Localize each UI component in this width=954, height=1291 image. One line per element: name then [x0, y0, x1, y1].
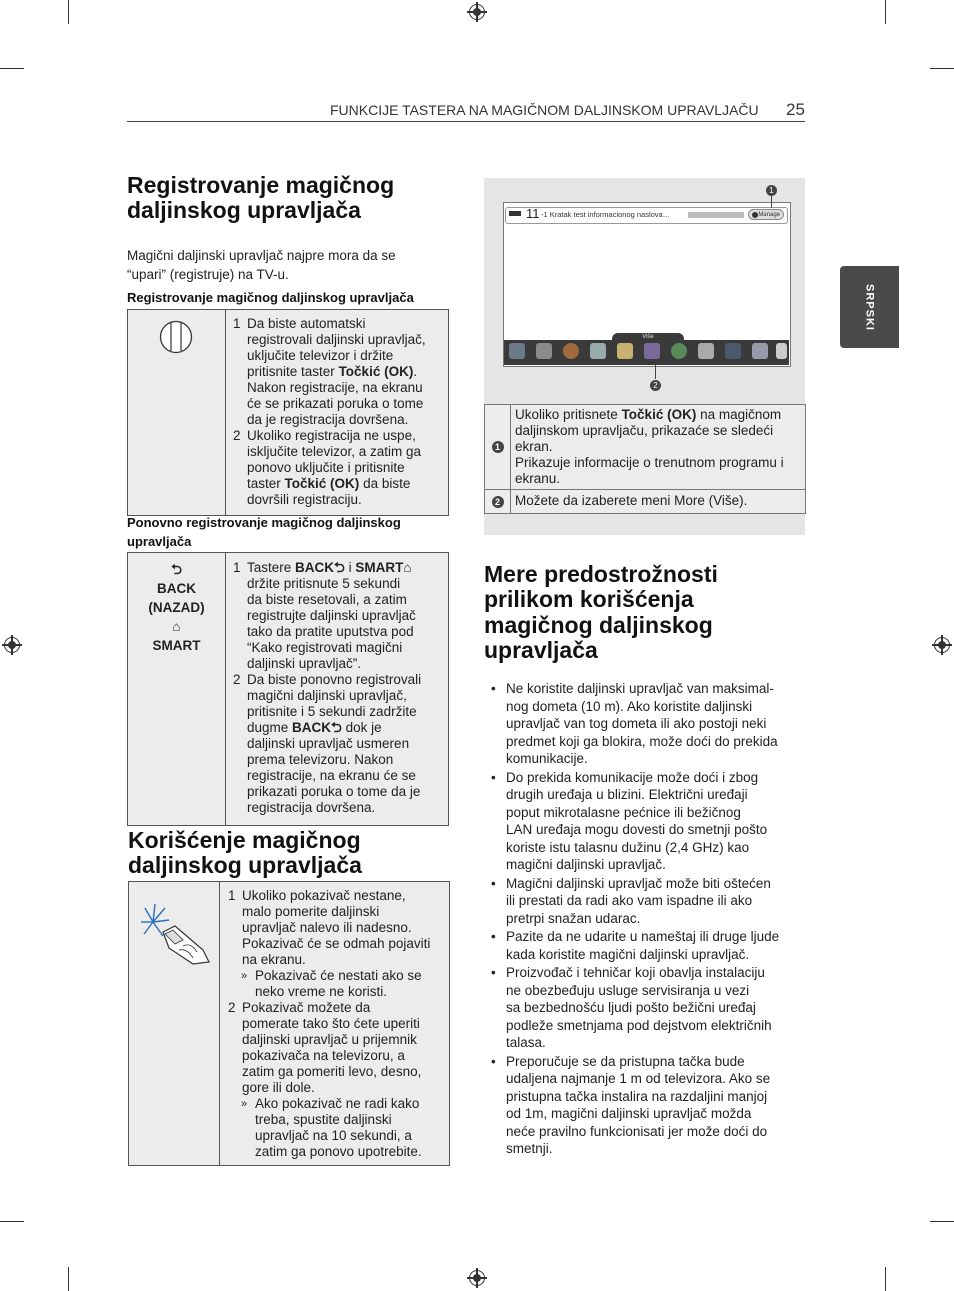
settings-icon[interactable] [536, 343, 552, 359]
register-icon-cell [128, 310, 226, 515]
step-text: registrujte daljinski upravljač [247, 608, 416, 623]
step-text: Pokazivač možete da [242, 1000, 371, 1015]
apps-icon[interactable] [644, 343, 660, 359]
precaution-text: sa bezbednošću ljudi pošto bežični uređaj [506, 1000, 756, 1015]
back-key-sublabel: (NAZAD) [148, 600, 205, 615]
info-row-text [511, 405, 805, 489]
precautions-title-line: prilikom korišćenja [484, 586, 694, 613]
crop-mark [68, 0, 69, 24]
smart-key-label: SMART [152, 638, 201, 653]
note-marker: » [241, 970, 248, 982]
back-icon: ⮌ [171, 562, 182, 577]
info-text: Ukoliko pritisnete [515, 407, 618, 422]
precaution-text: ne obezbeđuju usluge servisiranja u vezi [506, 982, 750, 998]
callout-2: 2 [650, 380, 661, 391]
precaution-item [484, 769, 804, 874]
step-number: 2 [233, 672, 241, 687]
crop-mark [930, 1221, 954, 1222]
channel-number: 11 [526, 206, 540, 221]
step-text: daljinski upravljač”. [247, 656, 362, 671]
usage-icon-cell [129, 882, 220, 1165]
step-text: Ukoliko registracija ne uspe, [247, 428, 416, 443]
precaution-text: Ne koristite daljinski upravljač van maksimal- [506, 681, 774, 696]
search-icon[interactable] [590, 343, 606, 359]
register-title [127, 173, 457, 224]
step-text: taster [247, 476, 281, 491]
clock-icon[interactable] [671, 343, 687, 359]
register-step [233, 428, 442, 508]
note-text: Ako pokazivač ne radi kako [255, 1096, 420, 1111]
reregister-step [233, 672, 442, 816]
precaution-text: poput mikrotalasne pećnice ili bežičnog [506, 804, 741, 820]
step-text: pokazivača na televizoru, a [242, 1048, 405, 1063]
back-key-label: BACK [157, 581, 196, 596]
precaution-text: predmet koji ga blokira, može doći do prekida [506, 733, 778, 749]
step-text: Pokazivač će se odmah pojaviti [242, 936, 431, 951]
step-text: da biste resetovali, a zatim [247, 592, 407, 607]
precautions-title-line: Mere predostrožnosti [484, 561, 718, 587]
browser-icon[interactable] [563, 343, 579, 359]
info-text: ekranu. [515, 471, 561, 486]
precaution-item [484, 1053, 804, 1158]
crop-mark [0, 1221, 24, 1222]
usage-title-line: Korišćenje magičnog [128, 827, 361, 853]
precaution-text: upravljač van tog dometa ili ako postoji neki [506, 716, 767, 731]
info-row-marker [485, 405, 511, 489]
reregister-steps [226, 553, 448, 825]
registration-mark-icon [4, 637, 20, 653]
step-text: uključite televizor i držite [247, 348, 394, 363]
register-title-line: daljinskog upravljača [127, 197, 361, 224]
step-text: i [348, 560, 352, 575]
info-text: daljinskom upravljaču, prikazaće se sledeći [515, 423, 774, 438]
language-tab [840, 266, 899, 348]
precaution-item [484, 875, 804, 928]
step-text: držite pritisnute 5 sekundi [247, 576, 401, 591]
step-text: daljinski upravljač usmeren [247, 736, 410, 751]
precaution-text: smetnji. [506, 1141, 553, 1156]
tv-app-icon[interactable] [509, 343, 525, 359]
info-icon [752, 212, 758, 218]
step-number: 1 [233, 316, 241, 331]
usage-table [128, 881, 450, 1166]
register-table [127, 309, 449, 516]
precaution-text: kada koristite magični daljinski upravljač. [506, 946, 750, 962]
crop-mark [68, 1267, 69, 1291]
precaution-text: LAN uređaja mogu dovesti do smetnji pošto [506, 822, 768, 837]
step-text: dok je [345, 720, 382, 735]
step-text: . [413, 364, 418, 379]
step-text: da je registracija dovršena. [247, 412, 409, 427]
registration-mark-icon [469, 4, 485, 20]
page-number: 25 [786, 100, 805, 119]
precaution-text: Do prekida komunikacije može doći i zbog [506, 769, 759, 785]
step-number: 1 [228, 888, 236, 903]
register-step [233, 316, 442, 428]
subheading-line: Ponovno registrovanje magičnog daljinskog [127, 515, 401, 530]
usage-note [228, 1096, 443, 1160]
guide-icon[interactable] [617, 343, 633, 359]
info-text: Prikazuje informacije o trenutnom programu i [515, 455, 784, 470]
step-text: malo pomerite daljinski [242, 904, 380, 919]
ok-key-label: Točkić (OK) [621, 407, 697, 422]
program-title: -1 Kratak test informacionog naslova… [541, 210, 671, 219]
precaution-text: ili prestati da radi ako vam ispadne ili ako [506, 893, 753, 908]
ok-key-label: Točkić (OK) [284, 476, 360, 491]
step-text: Nakon registracije, na ekranu [247, 380, 423, 395]
user-guide-icon[interactable] [725, 343, 741, 359]
step-text: upravljač nalevo ili nadesno. [242, 920, 412, 935]
reregister-subheading [127, 513, 457, 551]
step-number: 2 [228, 1000, 236, 1015]
step-text: Tastere [247, 560, 292, 575]
step-text: na ekranu. [242, 952, 306, 967]
precautions-title-line: upravljača [484, 636, 598, 663]
reregister-table [127, 552, 449, 826]
register-title-line: Registrovanje magičnog [127, 172, 395, 198]
note-text: zatim ga ponovo upotrebite. [255, 1144, 422, 1159]
step-text: “Kako registrovati magični [247, 640, 403, 655]
intro-line: Magični daljinski upravljač najpre mora da se [127, 248, 396, 263]
usage-note [228, 968, 443, 1000]
step-text: pritisnite i 5 sekundi zadržite [247, 704, 417, 719]
info-row-number: 1 [492, 441, 504, 453]
note-text: treba, spustite daljinski [255, 1112, 392, 1127]
ok-key-label: Točkić (OK) [338, 364, 414, 379]
step-text: prikazati poruka o tome da je [247, 784, 421, 799]
note-marker: » [241, 1098, 248, 1110]
running-header: FUNKCIJE TASTERA NA MAGIČNOM DALJINSKOM UPRAVLJAČU [330, 102, 759, 118]
precaution-text: talasa. [506, 1035, 546, 1050]
more-label: Više [642, 334, 654, 340]
input-list-icon[interactable] [752, 343, 768, 359]
step-number: 1 [233, 560, 241, 575]
step-text: registracije, na ekranu će se [247, 768, 416, 783]
callout-1: 1 [766, 185, 777, 196]
reregister-step [233, 560, 442, 672]
game-icon[interactable] [698, 343, 714, 359]
info-text: na magičnom [700, 407, 782, 422]
step-text: pritisnite taster [247, 364, 335, 379]
registration-mark-icon [469, 1270, 485, 1286]
info-row [485, 405, 805, 490]
precaution-text: pretrpi snažan udarac. [506, 910, 641, 926]
precaution-text: magični daljinski upravljač. [506, 857, 666, 872]
step-text: da biste [363, 476, 411, 491]
precautions-list [484, 680, 804, 1159]
smart-key-label: SMART [355, 560, 404, 575]
program-progress [688, 212, 744, 218]
usage-title [128, 828, 458, 879]
registration-mark-icon [934, 637, 950, 653]
channel-icon [509, 211, 521, 216]
precaution-text: udaljena najmanje 1 m od televizora. Ako se [506, 1071, 771, 1086]
usage-title-line: daljinskog upravljača [128, 852, 362, 879]
crop-mark [0, 68, 24, 69]
usage-steps [220, 882, 449, 1165]
back-key-label: BACK [292, 720, 332, 735]
crop-mark [930, 68, 954, 69]
usage-step [228, 888, 443, 968]
precaution-item [484, 680, 804, 768]
note-text: Pokazivač će nestati ako se [255, 968, 422, 983]
step-text: ponovo uključite i pritisnite [247, 460, 405, 475]
note-text: upravljač na 10 sekundi, a [255, 1128, 412, 1143]
back-icon: ⮌ [334, 560, 345, 575]
precaution-text: Magični daljinski upravljač može biti oštećen [506, 875, 771, 891]
step-text: prema televizoru. Nakon [247, 752, 394, 767]
back-key-label: BACK [295, 560, 335, 575]
screen-info-table [484, 404, 806, 514]
precaution-text: neće pravilno funkcionisati jer može doći do [506, 1123, 768, 1139]
subheading-line: upravljača [127, 534, 192, 549]
precautions-title [484, 562, 804, 663]
step-text: dugme [247, 720, 289, 735]
callout-2-line [655, 365, 656, 379]
smart-home-icon: ⌂ [172, 619, 181, 634]
usage-step [228, 1000, 443, 1096]
info-row [485, 490, 805, 513]
step-text: magični daljinski upravljač, [247, 688, 407, 703]
register-intro [127, 246, 457, 284]
precaution-text: Proizvođač i tehničar koji obavlja instalaciju [506, 965, 765, 980]
step-text: Da biste automatski [247, 316, 366, 331]
step-text: gore ili dole. [242, 1080, 315, 1095]
step-text: tako da pratite uputstva pod [247, 624, 414, 639]
step-text: dovršili registraciju. [247, 492, 362, 507]
step-text: isključite televizor, a zatim ga [247, 444, 422, 459]
precaution-text: od 1m, magični daljinski upravljač možda [506, 1106, 752, 1121]
info-row-text: Možete da izaberete meni More (Više). [515, 493, 748, 508]
wheel-ok-icon [159, 320, 193, 354]
reregister-key-cell [128, 553, 226, 825]
precaution-text: nog dometa (10 m). Ako koristite daljinski [506, 698, 753, 714]
header-rule [127, 121, 805, 122]
back-icon: ⮌ [331, 720, 342, 735]
step-text: zatim ga pomeriti levo, desno, [242, 1064, 422, 1079]
register-subheading: Registrovanje magičnog daljinskog upravljača [127, 290, 414, 305]
precaution-text: podleže smetnjama pod dejstvom električnih [506, 1017, 772, 1033]
close-icon[interactable] [776, 343, 787, 359]
manage-label: Manage [758, 212, 780, 218]
pointing-remote-icon [139, 896, 215, 966]
precaution-text: drugih uređaja u blizini. Električni uređaji [506, 787, 748, 802]
precaution-text: Pazite da ne udarite u nameštaj ili druge ljude [506, 929, 780, 944]
note-text: neko vreme ne koristi. [255, 984, 388, 999]
precaution-text: komunikacije. [506, 751, 588, 766]
info-row-marker [485, 490, 511, 513]
precaution-text: pristupna tačka instalira na razdaljini manjoj [506, 1088, 768, 1104]
language-tab-label: SRPSKI [863, 283, 876, 331]
crop-mark [885, 0, 886, 24]
intro-line: “upari” (registruje) na TV-u. [127, 267, 289, 282]
step-number: 2 [233, 428, 241, 443]
callout-1-line [771, 196, 772, 208]
precaution-text: koriste istu talasnu dužinu (2,4 GHz) kao [506, 839, 750, 855]
smart-home-icon: ⌂ [403, 560, 412, 575]
precaution-text: Preporučuje se da pristupna tačka bude [506, 1053, 745, 1069]
step-text: Ukoliko pokazivač nestane, [242, 888, 406, 903]
step-text: Da biste ponovno registrovali [247, 672, 422, 687]
step-text: daljinski upravljač u prijemnik [242, 1032, 417, 1047]
precaution-item [484, 928, 804, 963]
precaution-item [484, 964, 804, 1052]
info-row-number: 2 [492, 496, 504, 508]
step-text: će se prikazati poruka o tome [247, 396, 424, 411]
info-text: ekran. [515, 439, 553, 454]
step-text: pomerate tako što ćete uperiti [242, 1016, 420, 1031]
precautions-title-line: magičnog daljinskog [484, 611, 713, 638]
manage-button[interactable] [748, 209, 784, 220]
register-steps [226, 310, 448, 515]
step-text: registracija dovršena. [247, 800, 376, 815]
crop-mark [885, 1267, 886, 1291]
step-text: registrovali daljinski upravljač, [247, 332, 426, 347]
